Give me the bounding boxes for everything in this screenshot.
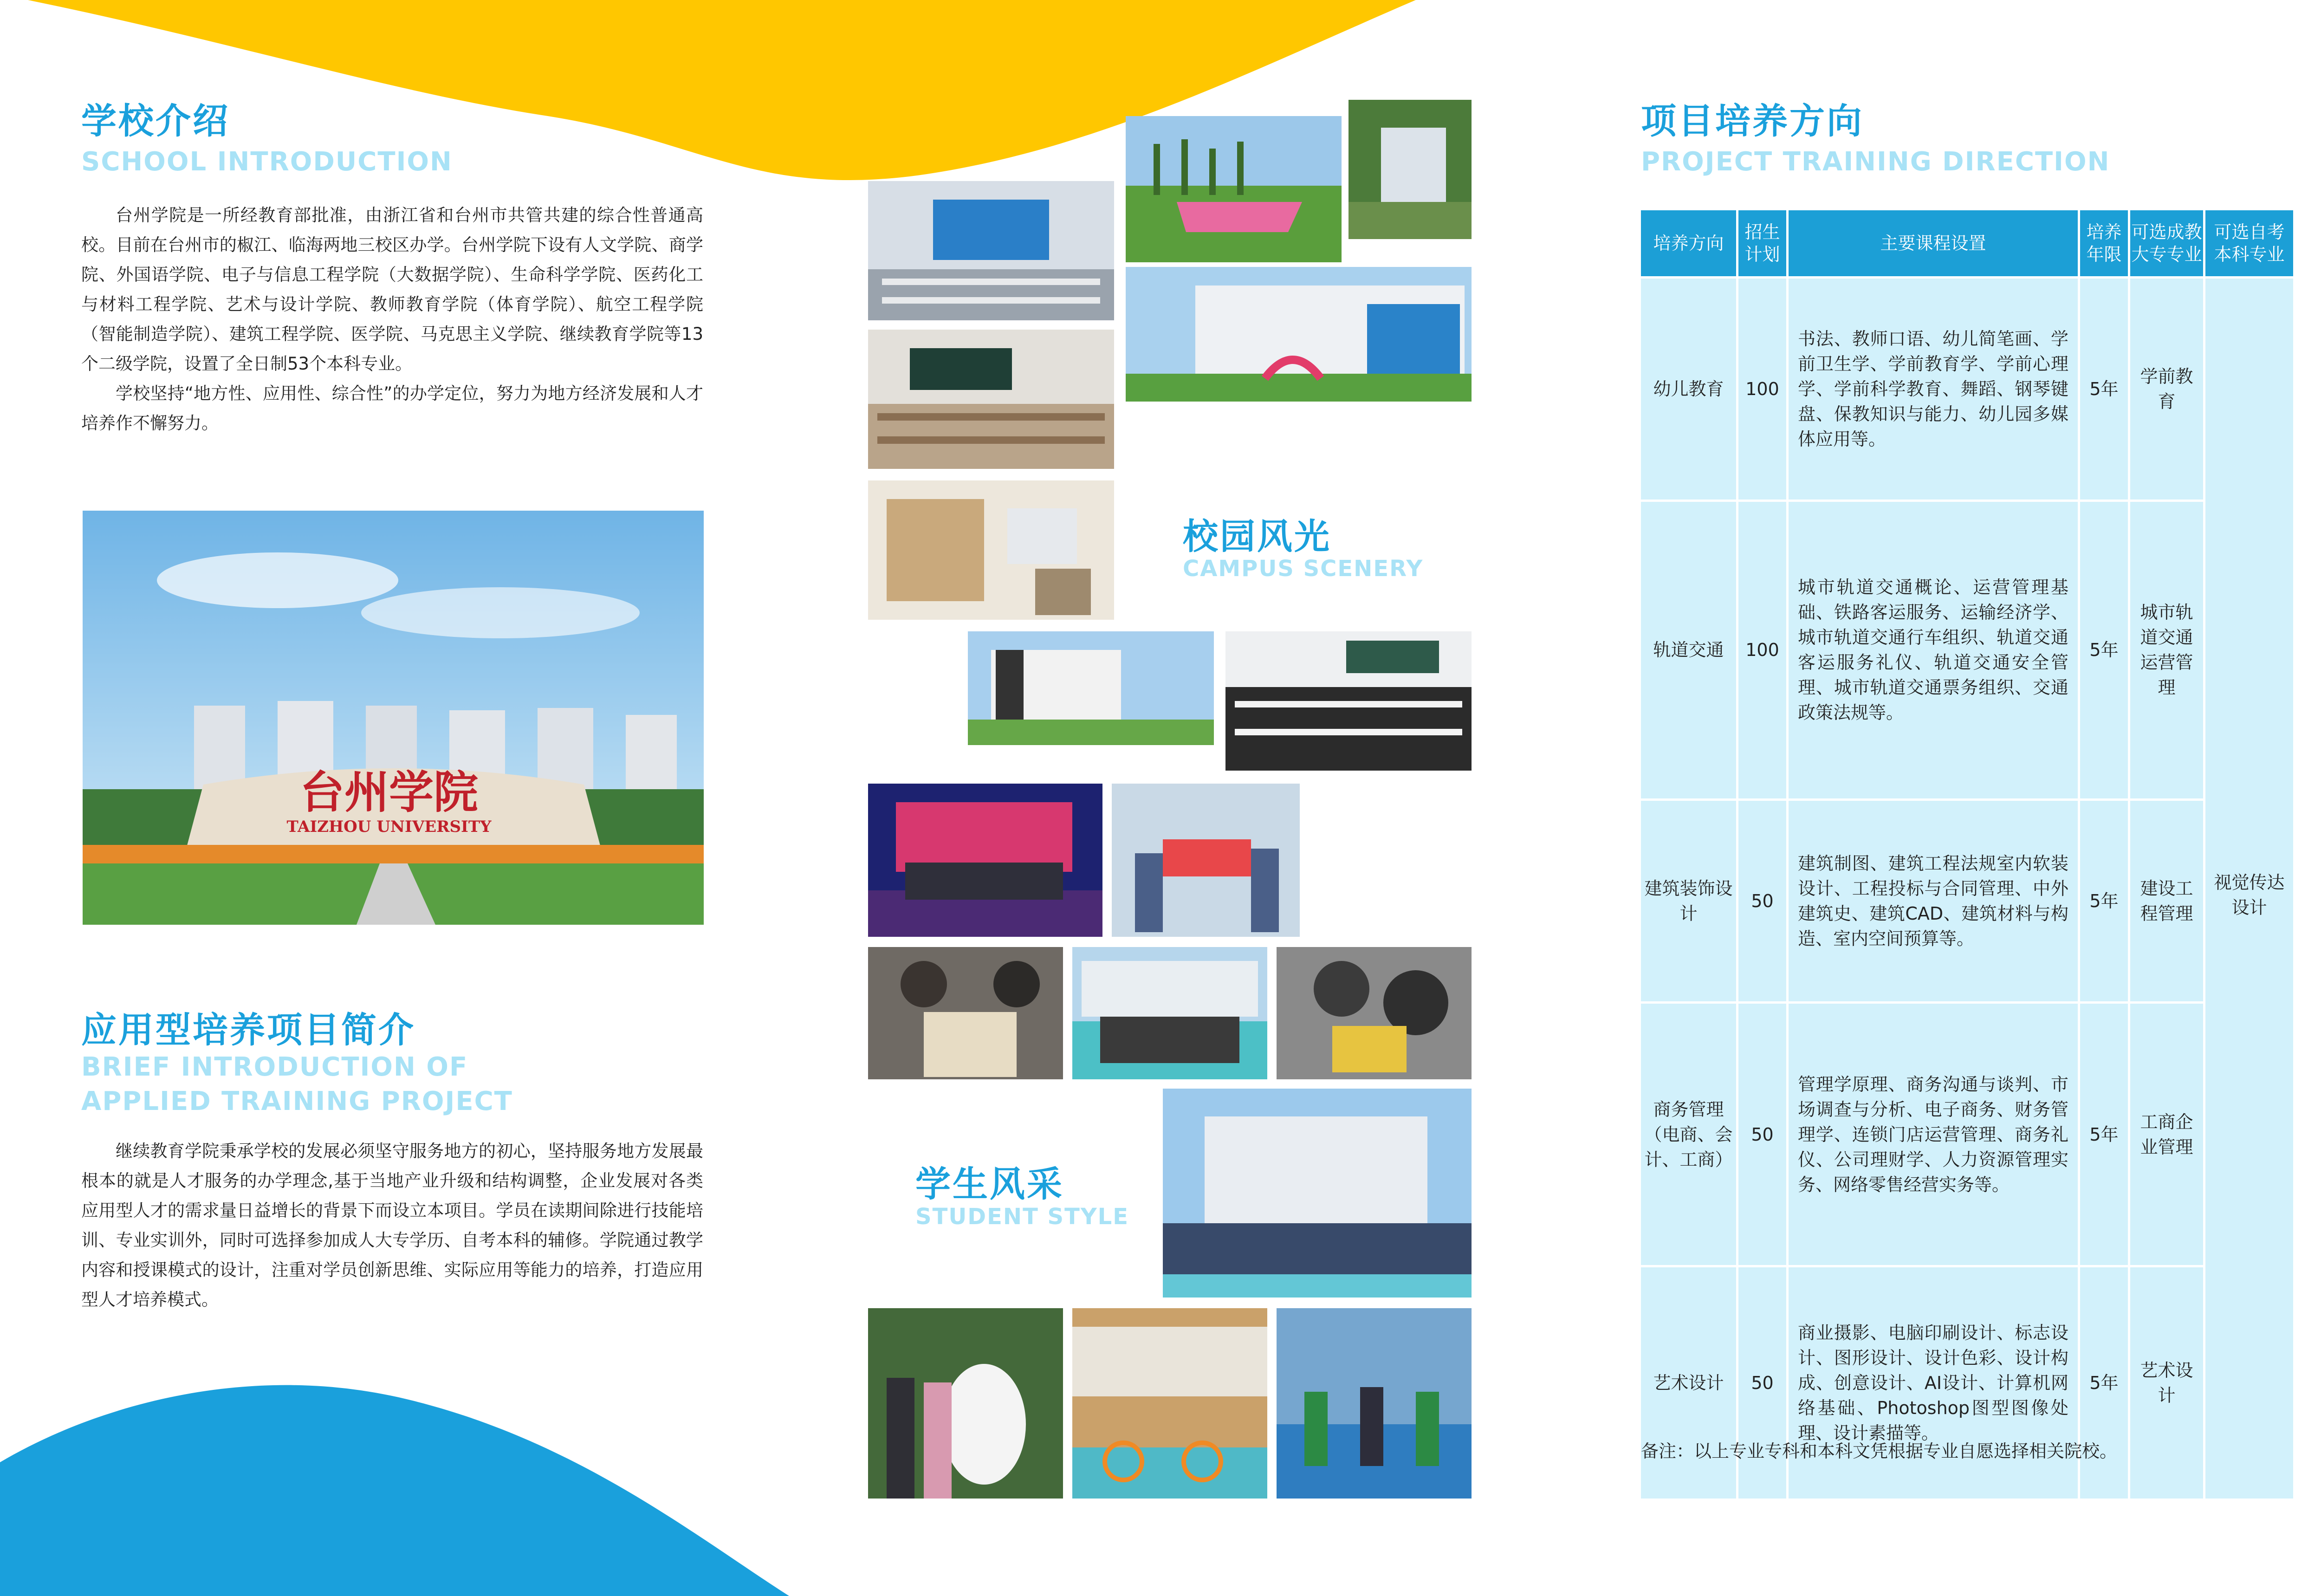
applied-intro-text <box>81 1136 703 1315</box>
cell-plan: 50 <box>1738 799 1788 1003</box>
student-style-subtitle: STUDENT STYLE <box>915 1204 1129 1230</box>
applied-intro-subtitle-line1: BRIEF INTRODUCTION OF <box>81 1052 468 1082</box>
table-row <box>1640 1266 2295 1500</box>
campus-photo-classroom <box>868 330 1114 469</box>
cell-courses: 管理学原理、商务沟通与谈判、市场调查与分析、电子商务、财务管理学、连锁门店运营管理、商务礼仪、公司理财学、人力资源管理实务、网络零售经营实务等。 <box>1788 1003 2079 1266</box>
gate-stone-en: TAIZHOU UNIVERSITY <box>286 817 492 836</box>
project-subtitle: PROJECT TRAINING DIRECTION <box>1641 147 2110 177</box>
cell-plan: 50 <box>1738 1003 1788 1266</box>
cell-college: 城市轨道交通运营管理 <box>2129 501 2204 799</box>
table-row <box>1640 1003 2295 1266</box>
school-intro-title: 学校介绍 <box>81 100 230 142</box>
cell-courses: 城市轨道交通概论、运营管理基础、铁路客运服务、运输经济学、城市轨道交通行车组织、轨道交通客运服务礼仪、轨道交通安全管理、城市轨道交通票务组织、交通政策法规等。 <box>1788 501 2079 799</box>
header-courses: 主要课程设置 <box>1788 209 2079 278</box>
school-intro-subtitle: SCHOOL INTRODUCTION <box>81 147 453 177</box>
cell-years: 5年 <box>2079 1266 2129 1500</box>
student-style-title: 学生风采 <box>915 1163 1064 1205</box>
cell-college: 艺术设计 <box>2129 1266 2204 1500</box>
cell-college: 工商企业管理 <box>2129 1003 2204 1266</box>
campus-scenery-subtitle: CAMPUS SCENERY <box>1183 556 1424 582</box>
table-note: 备注：以上专业专科和本科文凭根据专业自愿选择相关院校。 <box>1641 1441 2118 1461</box>
cell-years: 5年 <box>2079 501 2129 799</box>
cell-direction: 建筑装饰设计 <box>1640 799 1738 1003</box>
campus-photo-main-building <box>1126 267 1472 402</box>
cell-college: 建设工程管理 <box>2129 799 2204 1003</box>
table-row <box>1640 278 2295 501</box>
applied-intro-title: 应用型培养项目简介 <box>81 1009 415 1051</box>
campus-photo-white-building <box>968 631 1214 745</box>
gate-stone-cn: 台州学院 <box>300 766 478 818</box>
student-photo-activity <box>1277 947 1472 1079</box>
campus-photo-sportsfield <box>1126 116 1342 262</box>
student-photo-parade <box>1072 947 1267 1079</box>
campus-photo-building-tree <box>1349 100 1472 239</box>
school-intro-paragraph: 学校坚持“地方性、应用性、综合性”的办学定位，努力为地方经济发展和人才培养作不懈努力。 <box>81 383 703 433</box>
cell-years: 5年 <box>2079 1003 2129 1266</box>
table-row <box>1640 799 2295 1003</box>
campus-photo-lecture-hall <box>868 181 1114 320</box>
cell-courses: 商业摄影、电脑印刷设计、标志设计、图形设计、设计色彩、设计构成、创意设计、AI设计、计算机网络基础、Photoshop图型图像处理、设计素描等。 <box>1788 1266 2079 1500</box>
cell-undergrad-merged <box>2204 278 2295 1500</box>
campus-photo-piano-room <box>1225 631 1472 771</box>
cell-plan: 100 <box>1738 278 1788 501</box>
header-undergrad: 可选自考本科专业 <box>2204 209 2295 278</box>
cell-years: 5年 <box>2079 278 2129 501</box>
header-plan: 招生计划 <box>1738 209 1788 278</box>
blue-bottom-wave <box>0 1385 789 1596</box>
table-header-row <box>1640 209 2295 278</box>
table-row <box>1640 501 2295 799</box>
campus-scenery-title: 校园风光 <box>1183 516 1331 557</box>
undergrad-merged-text: 视觉传达设计 <box>2214 872 2285 918</box>
cell-courses: 书法、教师口语、幼儿简笔画、学前卫生学、学前教育学、学前心理学、学前科学教育、舞蹈、钢琴键盘、保教知识与能力、幼儿园多媒体应用等。 <box>1788 278 2079 501</box>
student-photo-chess <box>868 947 1063 1079</box>
cell-years: 5年 <box>2079 799 2129 1003</box>
school-intro-text <box>81 201 703 438</box>
student-photo-stage <box>868 784 1102 937</box>
campus-photo-dormitory <box>868 480 1114 620</box>
header-college: 可选成教大专专业 <box>2129 209 2204 278</box>
student-photo-mascot <box>868 1308 1063 1499</box>
cell-plan: 100 <box>1738 501 1788 799</box>
cell-plan: 50 <box>1738 1266 1788 1500</box>
applied-intro-subtitle-line2: APPLIED TRAINING PROJECT <box>81 1086 513 1116</box>
cell-direction: 轨道交通 <box>1640 501 1738 799</box>
cell-direction: 商务管理（电商、会计、工商） <box>1640 1003 1738 1266</box>
cell-courses: 建筑制图、建筑工程法规室内软装设计、工程投标与合同管理、中外建筑史、建筑CAD、建筑材料与构造、室内空间预算等。 <box>1788 799 2079 1003</box>
student-photo-military <box>1112 784 1300 937</box>
campus-gate-photo <box>83 511 704 925</box>
project-table <box>1639 208 2295 1501</box>
student-photo-group <box>1163 1089 1472 1298</box>
cell-direction: 幼儿教育 <box>1640 278 1738 501</box>
cell-direction: 艺术设计 <box>1640 1266 1738 1500</box>
student-photo-cycling <box>1072 1308 1267 1499</box>
student-photo-basketball <box>1277 1308 1472 1499</box>
header-years: 培养年限 <box>2079 209 2129 278</box>
applied-intro-paragraph: 继续教育学院秉承学校的发展必须坚守服务地方的初心，坚持服务地方发展最根本的就是人才服务的办学理念,基于当地产业升级和结构调整，企业发展对各类应用型人才的需求量日益增长的背景下而设立本项目。学员在读期间除进行技能培训、专业实训外，同时可选择参加成人大专学历、自考本科的辅修。学院通过教学内容和授课模式的设计，注重对学员创新思维、实际应用等能力的培养，打造应用型人才培养模式。 <box>81 1141 703 1310</box>
cell-college: 学前教育 <box>2129 278 2204 501</box>
school-intro-paragraph: 台州学院是一所经教育部批准，由浙江省和台州市共管共建的综合性普通高校。目前在台州市的椒江、临海两地三校区办学。台州学院下设有人文学院、商学院、外国语学院、电子与信息工程学院（大数据学院）、生命科学学院、医药化工与材料工程学院、艺术与设计学院、教师教育学院（体育学院）、航空工程学院（智能制造学院）、建筑工程学院、医学院、马克思主义学院、继续教育学院等13个二级学院，设置了全日制53个本科专业。 <box>81 205 703 374</box>
project-title: 项目培养方向 <box>1641 100 1864 142</box>
header-direction: 培养方向 <box>1640 209 1738 278</box>
